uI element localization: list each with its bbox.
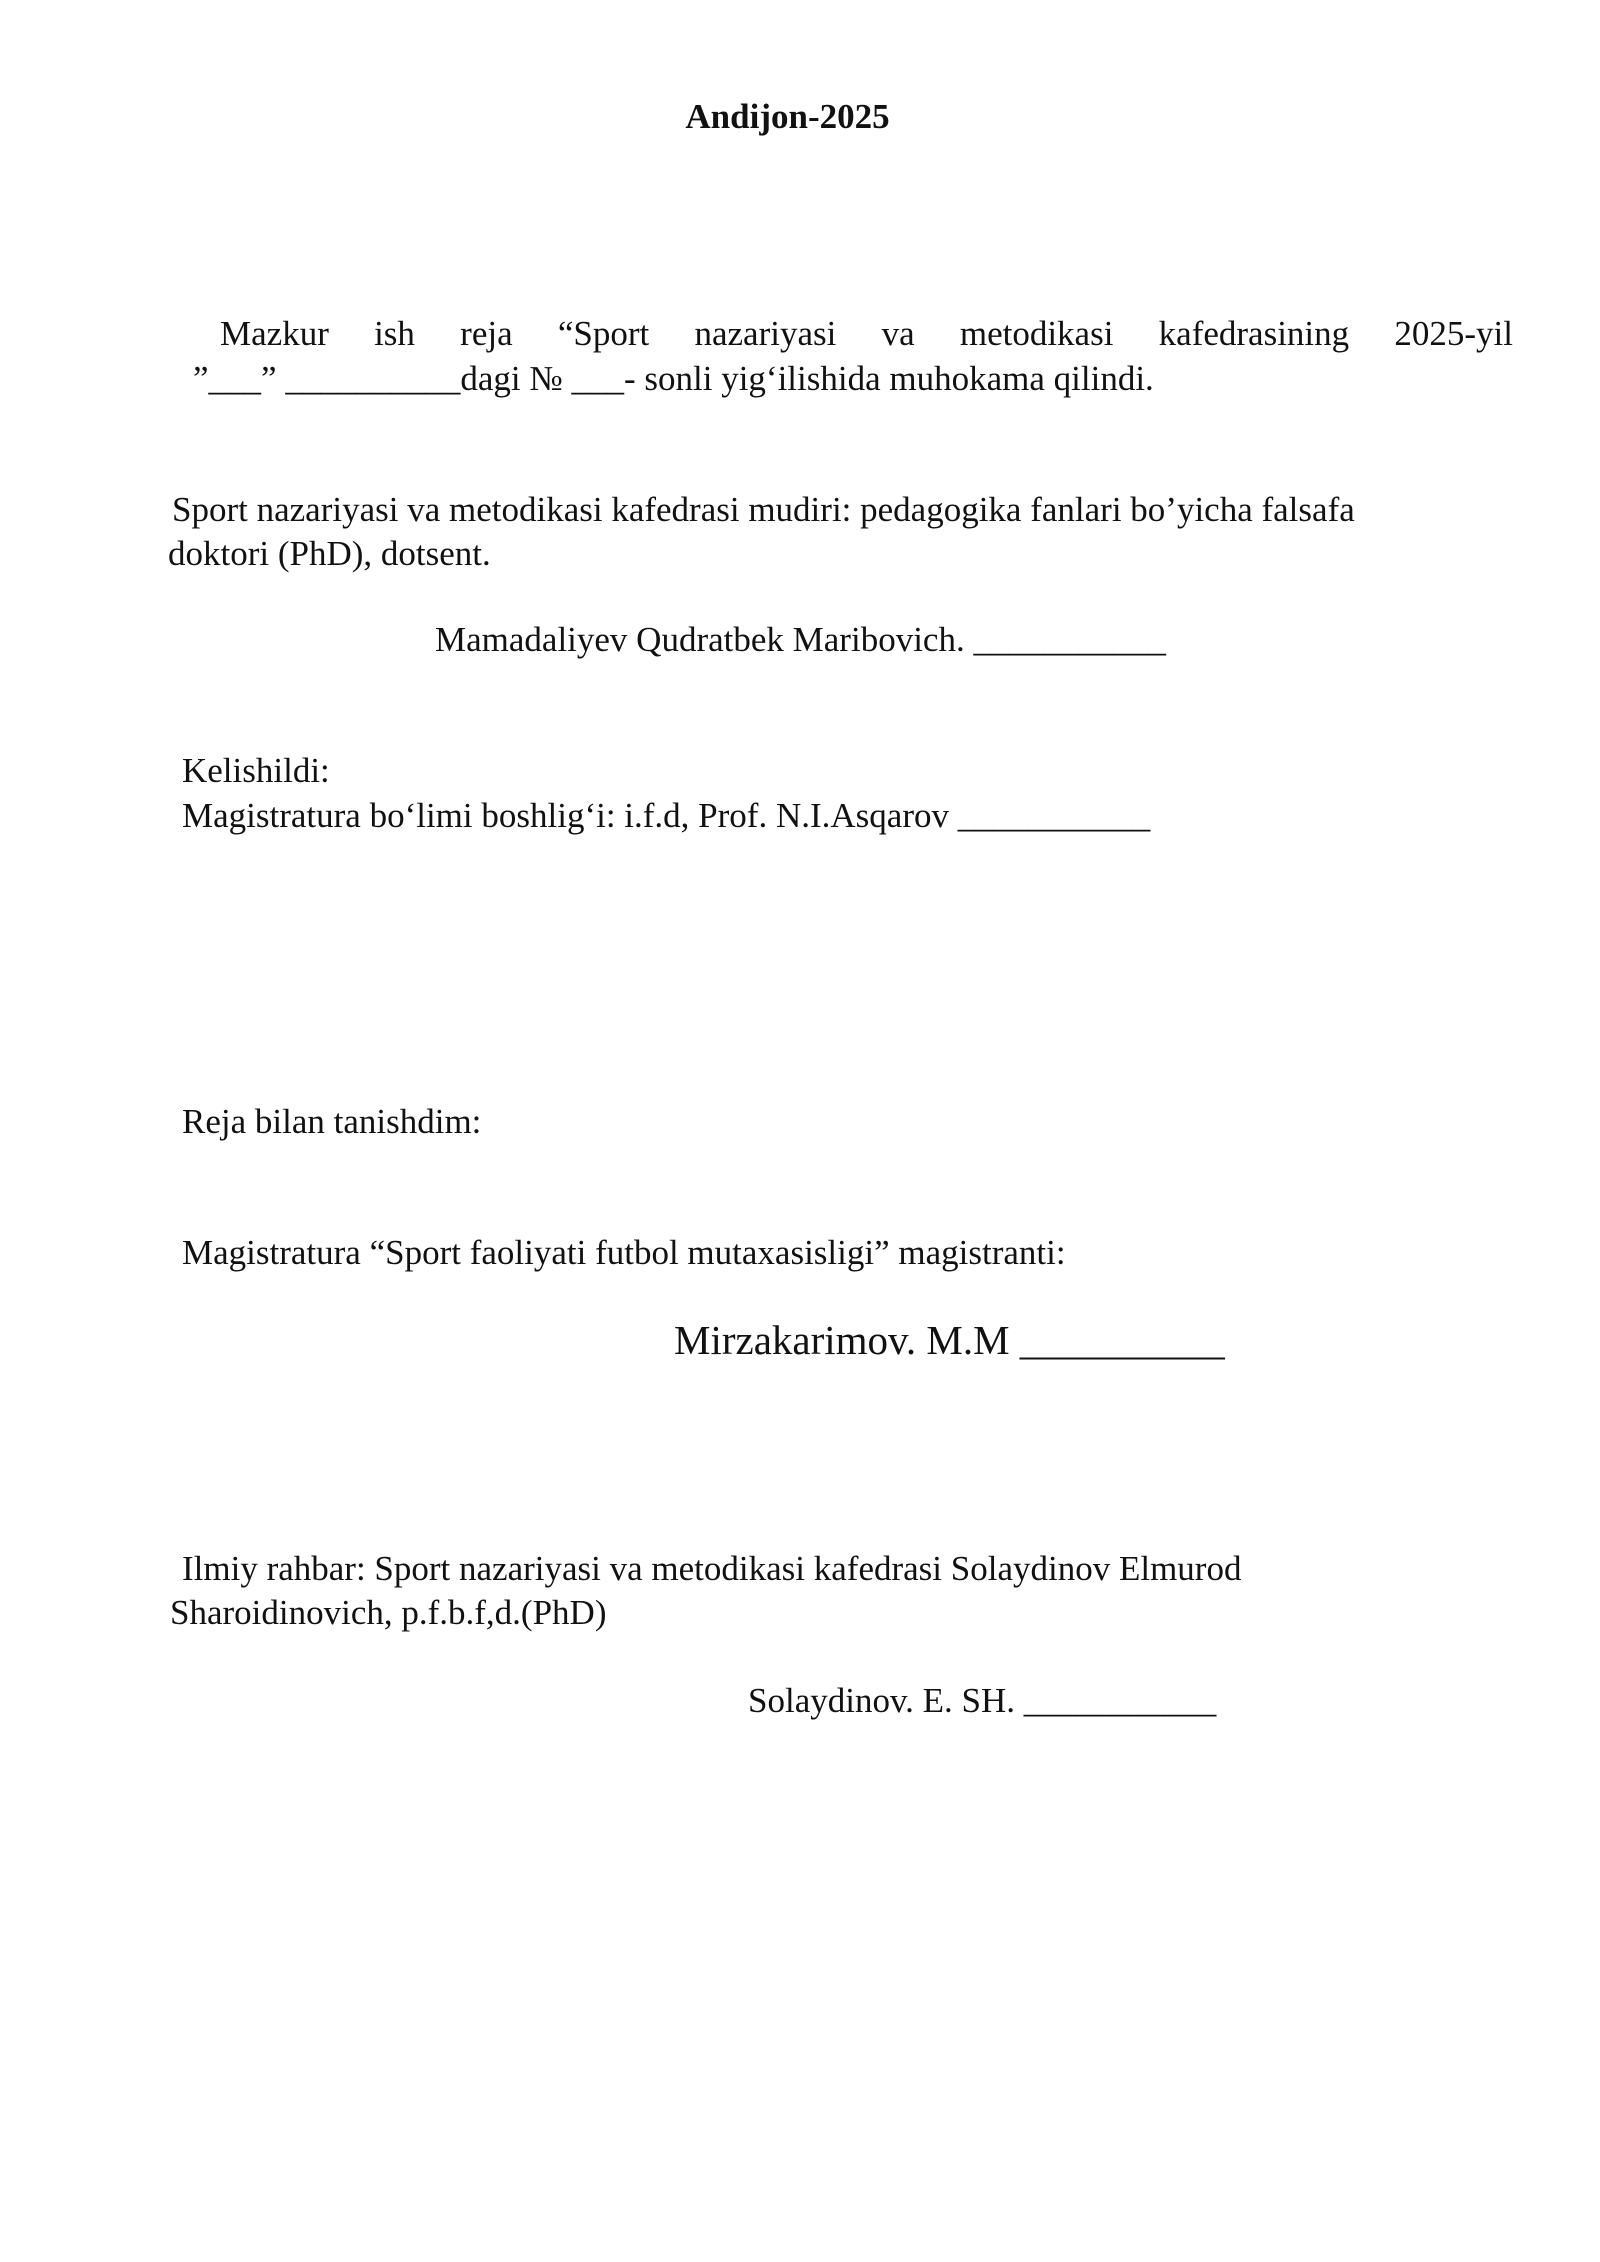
- acknowledgement-heading: Reja bilan tanishdim:: [182, 1102, 482, 1141]
- department-head-line-1: Sport nazariyasi va metodikasi kafedrasi mudiri: pedagogika fanlari bo’yicha falsafa: [172, 490, 1355, 529]
- student-line: Magistratura “Sport faoliyati futbol mutaxasisligi” magistranti:: [182, 1233, 1066, 1272]
- department-head-signature: Mamadaliyev Qudratbek Maribovich. ___________: [435, 620, 1166, 659]
- agreement-heading: Kelishildi:: [182, 751, 330, 790]
- approval-line-1: Mazkur ish reja “Sport nazariyasi va metodikasi kafedrasining 2025-yil: [220, 314, 1513, 353]
- student-signature: Mirzakarimov. M.M __________: [674, 1317, 1225, 1363]
- agreement-line: Magistratura bo‘limi boshlig‘i: i.f.d, Prof. N.I.Asqarov ___________: [182, 796, 1151, 835]
- department-head-line-2: doktori (PhD), dotsent.: [168, 534, 491, 573]
- document-title: Andijon-2025: [685, 97, 890, 136]
- supervisor-line-1: Ilmiy rahbar: Sport nazariyasi va metodikasi kafedrasi Solaydinov Elmurod: [182, 1549, 1242, 1588]
- supervisor-line-2: Sharoidinovich, p.f.b.f,d.(PhD): [170, 1593, 607, 1632]
- supervisor-signature: Solaydinov. E. SH. ___________: [748, 1681, 1217, 1720]
- approval-line-2: ”___” __________dagi № ___- sonli yig‘ilishida muhokama qilindi.: [193, 359, 1154, 398]
